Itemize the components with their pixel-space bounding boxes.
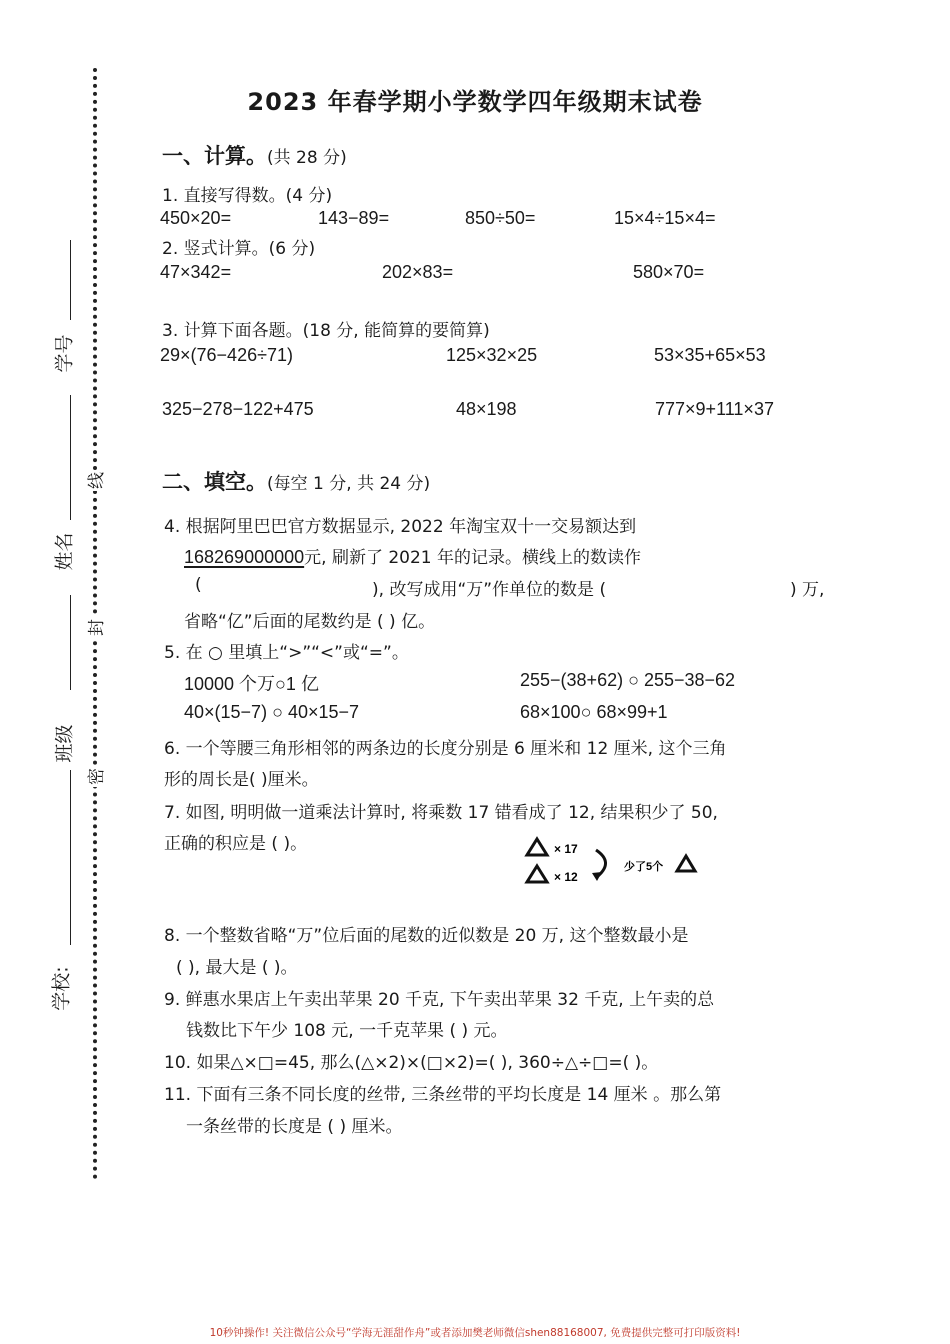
name-blank-line — [70, 395, 71, 520]
triangle-icon — [527, 839, 547, 855]
q6-line2: 形的周长是( )厘米。 — [164, 770, 319, 790]
triangle-icon — [677, 856, 695, 871]
section1-title: 一、计算。 — [162, 144, 267, 168]
q8-line2: ( ), 最大是 ( )。 — [176, 958, 298, 978]
section1-note: (共 28 分) — [267, 148, 347, 168]
q5-item: 255−(38+62) ○ 255−38−62 — [520, 670, 736, 690]
class-label: 班级 — [53, 724, 76, 763]
q4-number: 168269000000 — [184, 547, 305, 567]
seal-feng: 封 — [82, 617, 107, 638]
q4-line4: 省略“亿”后面的尾数约是 ( ) 亿。 — [184, 612, 436, 632]
q1-item: 15×4÷15×4= — [614, 208, 716, 228]
q5-label: 5. 在 ○ 里填上“>”“<”或“=”。 — [164, 643, 409, 663]
arrowhead-icon — [592, 872, 602, 881]
q11-line1: 11. 下面有三条不同长度的丝带, 三条丝带的平均长度是 14 厘米 。那么第 — [164, 1085, 722, 1105]
school-blank-line — [70, 770, 71, 945]
q8-line1: 8. 一个整数省略“万”位后面的尾数的近似数是 20 万, 这个整数最小是 — [164, 926, 689, 946]
q5-item: 10000 个万○1 亿 — [184, 674, 319, 694]
q9-line1: 9. 鲜惠水果店上午卖出苹果 20 千克, 下午卖出苹果 32 千克, 上午卖的总 — [164, 990, 715, 1010]
q11-line2: 一条丝带的长度是 ( ) 厘米。 — [186, 1117, 403, 1137]
section1-heading — [162, 140, 347, 170]
number-label: 学号 — [53, 334, 76, 373]
q4-open-paren: ( — [195, 575, 202, 595]
q9-line2: 钱数比下午少 108 元, 一千克苹果 ( ) 元。 — [186, 1021, 508, 1041]
q5-item: 68×100○ 68×99+1 — [520, 702, 668, 722]
triangle-icon — [527, 866, 547, 882]
q6-line1: 6. 一个等腰三角形相邻的两条边的长度分别是 6 厘米和 12 厘米, 这个三角 — [164, 739, 727, 759]
q4-line3-end: ) 万, — [790, 580, 825, 600]
q7-figure — [520, 836, 705, 892]
q3-item: 125×32×25 — [446, 345, 538, 365]
q5-item: 40×(15−7) ○ 40×15−7 — [184, 702, 360, 722]
curved-arrow-icon — [596, 850, 606, 876]
page-title: 2023 年春学期小学数学四年级期末试卷 — [247, 88, 703, 116]
q7-fig-times17: × 17 — [554, 842, 578, 856]
q4-line2-rest: 元, 刷新了 2021 年的记录。横线上的数读作 — [304, 548, 642, 568]
name-label: 姓名 — [53, 532, 76, 571]
section2-heading — [162, 466, 430, 496]
q3-item: 325−278−122+475 — [162, 399, 314, 419]
q10-line1: 10. 如果△×□=45, 那么(△×2)×(□×2)=( ), 360÷△÷□=( )。 — [164, 1053, 659, 1073]
q4-line2 — [184, 543, 641, 568]
q3-item: 29×(76−426÷71) — [160, 345, 293, 365]
q2-item: 580×70= — [633, 262, 705, 282]
q2-item: 202×83= — [382, 262, 454, 282]
q2-label: 2. 竖式计算。(6 分) — [162, 239, 316, 259]
seal-mi: 密 — [82, 766, 107, 787]
q1-label: 1. 直接写得数。(4 分) — [162, 186, 333, 206]
q7-fig-less: 少了5个 — [624, 861, 664, 873]
q3-label: 3. 计算下面各题。(18 分, 能简算的要简算) — [162, 321, 490, 341]
q3-item: 53×35+65×53 — [654, 345, 766, 365]
q1-item: 450×20= — [160, 208, 232, 228]
seal-xian: 线 — [82, 470, 107, 491]
number-blank-line — [70, 240, 71, 320]
q3-item: 48×198 — [456, 399, 517, 419]
q7-line2: 正确的积应是 ( )。 — [164, 834, 308, 854]
q7-fig-times12: × 12 — [554, 870, 578, 884]
q3-item: 777×9+111×37 — [655, 399, 774, 419]
footer-notice: 10秒钟操作! 关注微信公众号“学海无涯甜作舟”或者添加樊老师微信shen88168007, 免费提供完整可打印版资料! — [209, 1327, 741, 1339]
class-blank-line — [70, 595, 71, 690]
q1-item: 850÷50= — [465, 208, 536, 228]
q2-item: 47×342= — [160, 262, 232, 282]
q7-line1: 7. 如图, 明明做一道乘法计算时, 将乘数 17 错看成了 12, 结果积少了 50, — [164, 803, 718, 823]
q4-line3-middle: ), 改写成用“万”作单位的数是 ( — [372, 580, 607, 600]
section2-title: 二、填空。 — [162, 470, 267, 494]
q4-line1: 4. 根据阿里巴巴官方数据显示, 2022 年淘宝双十一交易额达到 — [164, 517, 637, 537]
q1-item: 143−89= — [318, 208, 390, 228]
section2-note: (每空 1 分, 共 24 分) — [267, 474, 431, 494]
school-label: 学校: — [50, 966, 73, 1011]
